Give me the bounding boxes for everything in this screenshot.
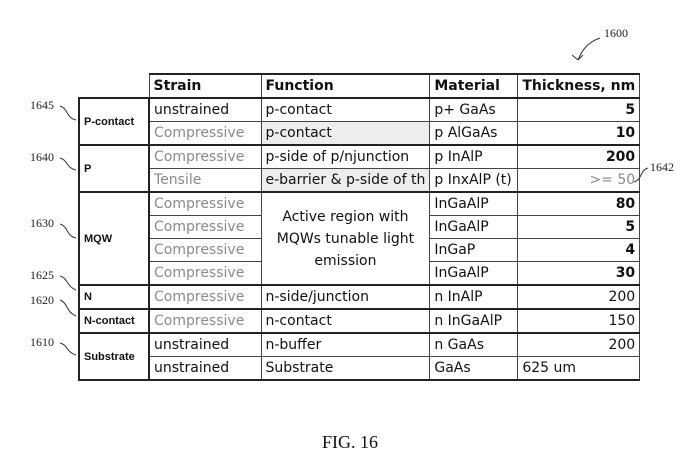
thickness-cell: 80 [518,192,640,216]
thickness-cell: >= 50 [518,169,640,193]
function-cell: p-contact [261,122,430,146]
thickness-cell: 200 [518,285,640,309]
strain-cell: unstrained [149,357,261,381]
thickness-cell: 10 [518,122,640,146]
strain-cell: Tensile [149,169,261,193]
thickness-cell: 5 [518,98,640,122]
ref-1625-leader [60,276,76,290]
material-cell: GaAs [430,357,518,381]
strain-cell: Compressive [149,122,261,146]
thickness-cell: 150 [518,309,640,333]
ref-1625: 1625 [30,268,54,282]
thickness-cell: 4 [518,239,640,262]
table-row [79,285,640,309]
material-cell: p InAlP [430,145,518,169]
ref-1610-leader [60,343,76,355]
table-row [79,122,640,146]
strain-cell: unstrained [149,333,261,357]
ref-1600: 1600 [604,26,628,40]
group-label-n-contact: N-contact [79,309,149,333]
function-cell: e-barrier & p-side of th [261,169,430,193]
function-cell: n-contact [261,309,430,333]
group-label-p: P [79,145,149,192]
material-cell: InGaAlP [430,262,518,286]
group-label-substrate: Substrate [79,333,149,380]
material-cell: p+ GaAs [430,98,518,122]
ref-1642: 1642 [650,160,674,174]
function-cell: p-side of p/njunction [261,145,430,169]
strain-cell: Compressive [149,262,261,286]
strain-cell: unstrained [149,98,261,122]
material-cell: InGaAlP [430,192,518,216]
header-strain: Strain [149,74,261,98]
material-cell: p AlGaAs [430,122,518,146]
group-label-mqw: MQW [79,192,149,285]
ref-1645: 1645 [30,98,54,112]
function-cell: n-buffer [261,333,430,357]
thickness-cell: 200 [518,333,640,357]
ref-1620: 1620 [30,293,54,307]
function-cell: Substrate [261,357,430,381]
material-cell: n GaAs [430,333,518,357]
header-material: Material [430,74,518,98]
header-thickness: Thickness, nm [518,74,640,98]
function-cell: p-contact [261,98,430,122]
ref-1630: 1630 [30,216,54,230]
strain-cell: Compressive [149,239,261,262]
function-cell: n-side/junction [261,285,430,309]
thickness-cell: 30 [518,262,640,286]
group-label-p-contact: P-contact [79,98,149,145]
table-row [79,145,640,169]
layer-table [78,73,640,381]
header-function: Function [261,74,430,98]
ref-1600-arrowhead [572,55,583,60]
ref-1630-leader [60,224,76,238]
thickness-cell: 5 [518,216,640,239]
table-row [79,169,640,193]
table-row [79,333,640,357]
ref-1645-leader [60,106,76,120]
strain-cell: Compressive [149,309,261,333]
ref-1620-leader [60,300,76,316]
table-row [79,357,640,381]
ref-1640: 1640 [30,150,54,164]
ref-1610: 1610 [30,335,54,349]
material-cell: p InxAlP (t) [430,169,518,193]
strain-cell: Compressive [149,145,261,169]
material-cell: n InAlP [430,285,518,309]
table-header-row [79,74,640,98]
ref-1640-leader [60,158,76,170]
material-cell: n InGaAlP [430,309,518,333]
material-cell: InGaAlP [430,216,518,239]
strain-cell: Compressive [149,285,261,309]
header-blank [79,74,149,98]
strain-cell: Compressive [149,192,261,216]
table-row [79,192,640,216]
table-row [79,98,640,122]
thickness-cell: 625 um [518,357,640,381]
material-cell: InGaP [430,239,518,262]
figure-caption: FIG. 16 [321,432,378,452]
group-label-n: N [79,285,149,309]
active-region-cell: Active region with MQWs tunable light emission [261,192,430,285]
strain-cell: Compressive [149,216,261,239]
table-row [79,309,640,333]
thickness-cell: 200 [518,145,640,169]
